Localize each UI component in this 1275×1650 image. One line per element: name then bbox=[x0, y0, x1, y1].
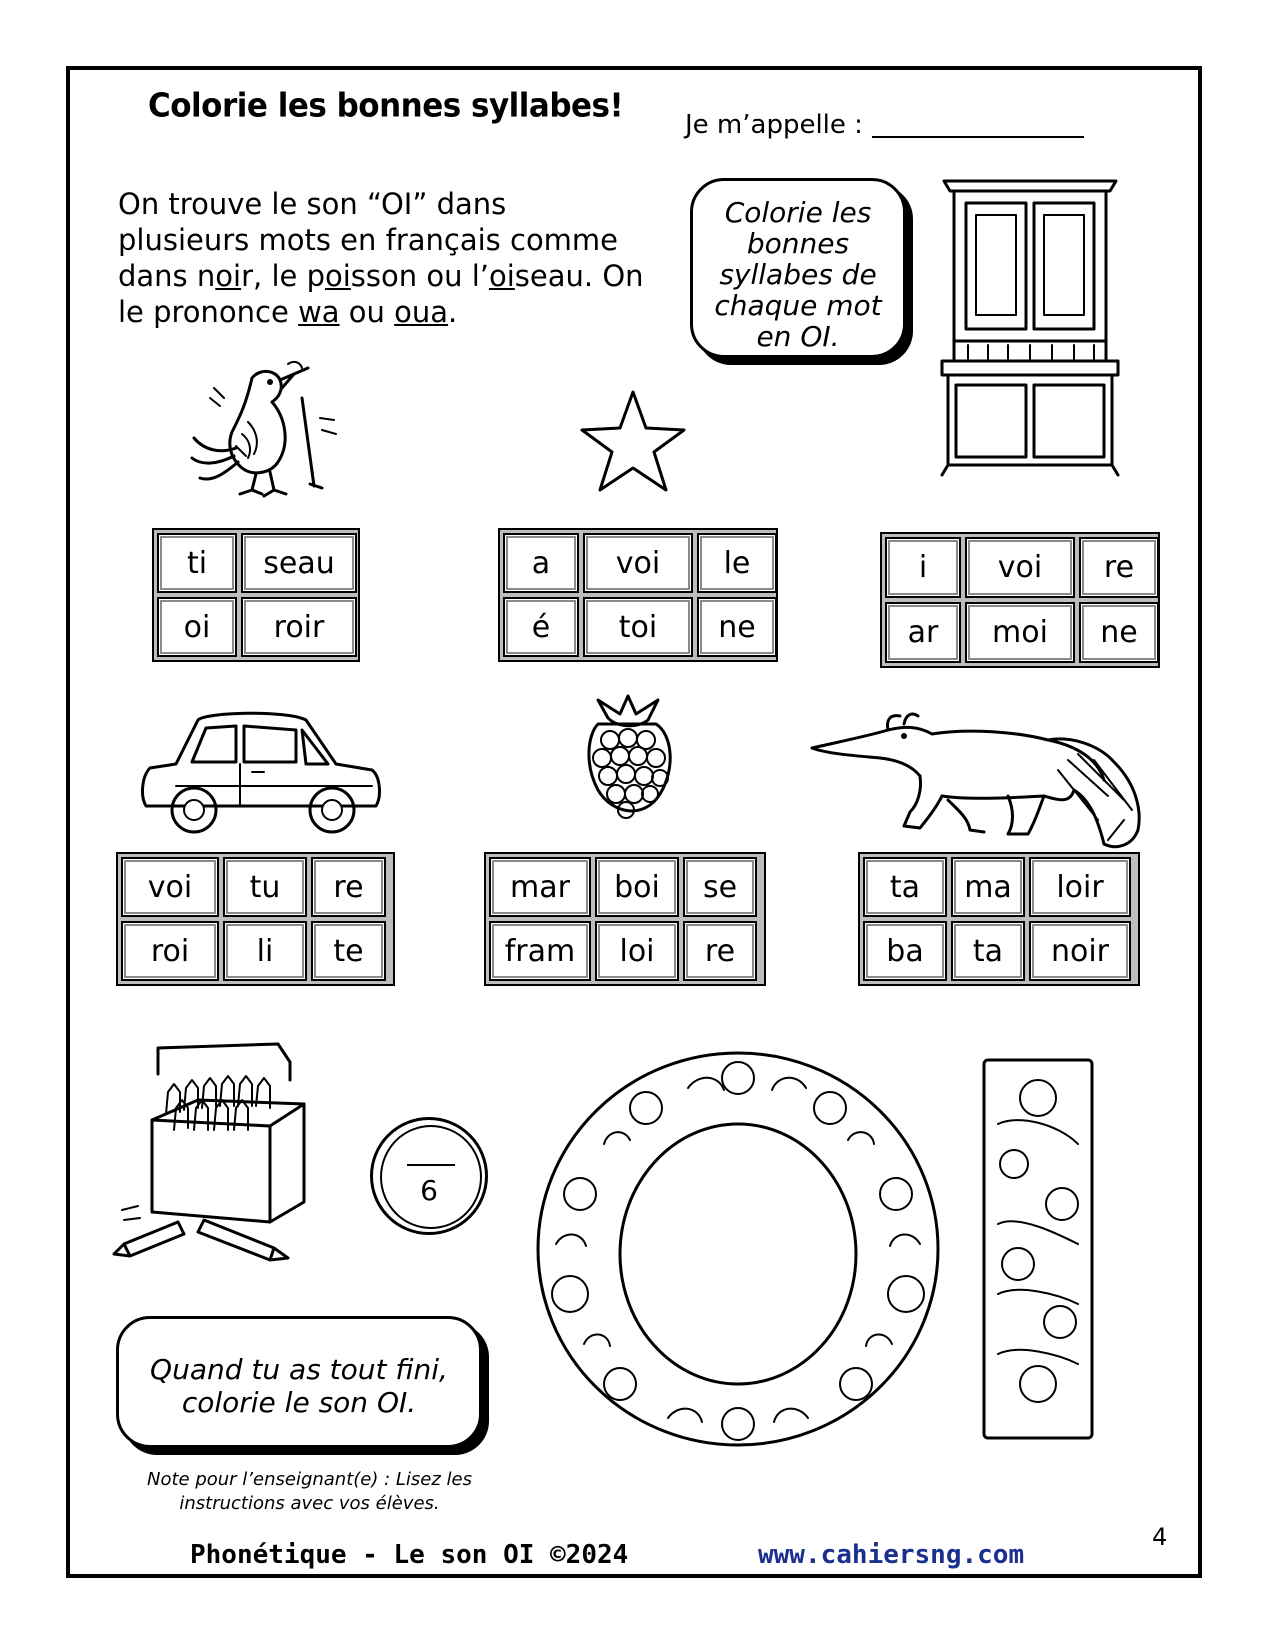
page-number: 4 bbox=[1152, 1523, 1168, 1551]
letter-i-icon bbox=[978, 1054, 1098, 1444]
syllable-cell[interactable]: loi bbox=[595, 921, 679, 981]
syllable-cell[interactable]: roi bbox=[121, 921, 219, 981]
syllable-cell[interactable]: boi bbox=[595, 857, 679, 917]
instruction-bubble: Colorie les bonnes syllabes de chaque mot en OI. bbox=[690, 178, 906, 358]
syllable-cell[interactable]: le bbox=[697, 533, 777, 593]
score-blank[interactable] bbox=[407, 1164, 455, 1166]
syllable-cell[interactable]: i bbox=[885, 537, 961, 598]
syllable-cell[interactable]: ne bbox=[1079, 602, 1159, 663]
syllable-cell[interactable]: ba bbox=[863, 921, 947, 981]
car-icon bbox=[136, 706, 386, 836]
intro-line-4: le prononce wa ou oua. bbox=[118, 295, 458, 329]
syllable-cell[interactable]: roir bbox=[241, 597, 357, 657]
cupboard-icon bbox=[938, 175, 1123, 480]
score-denominator: 6 bbox=[420, 1174, 438, 1207]
syllable-cell[interactable]: seau bbox=[241, 533, 357, 593]
syllable-cell[interactable]: noir bbox=[1029, 921, 1131, 981]
syllable-cell[interactable]: li bbox=[223, 921, 307, 981]
syllable-grid-oiseau bbox=[152, 528, 360, 662]
syllable-cell[interactable]: re bbox=[1079, 537, 1159, 598]
syllable-grid-etoile bbox=[498, 528, 778, 662]
syllable-cell[interactable]: ne bbox=[697, 597, 777, 657]
score-circle bbox=[370, 1117, 488, 1235]
intro-line-1: On trouve le son “OI” dans bbox=[118, 187, 507, 221]
star-icon bbox=[578, 388, 688, 498]
anteater-icon bbox=[808, 700, 1158, 860]
syllable-cell[interactable]: oi bbox=[157, 597, 237, 657]
syllable-cell[interactable]: loir bbox=[1029, 857, 1131, 917]
final-instruction-bubble: Quand tu as tout fini, colorie le son OI. bbox=[116, 1316, 482, 1448]
crayons-icon bbox=[118, 1034, 308, 1274]
syllable-cell[interactable]: re bbox=[311, 857, 386, 917]
footer-website-link[interactable]: www.cahiersng.com bbox=[758, 1540, 1025, 1570]
syllable-cell[interactable]: ta bbox=[863, 857, 947, 917]
syllable-cell[interactable]: toi bbox=[583, 597, 693, 657]
syllable-cell[interactable]: tu bbox=[223, 857, 307, 917]
syllable-cell[interactable]: te bbox=[311, 921, 386, 981]
syllable-cell[interactable]: ma bbox=[951, 857, 1025, 917]
syllable-cell[interactable]: voi bbox=[583, 533, 693, 593]
syllable-grid-armoire bbox=[880, 532, 1160, 668]
intro-text bbox=[118, 186, 678, 330]
teacher-note: Note pour l’enseignant(e) : Lisez les instructions avec vos élèves. bbox=[146, 1469, 473, 1514]
syllable-cell[interactable]: moi bbox=[965, 602, 1075, 663]
letter-o-icon bbox=[528, 1044, 948, 1454]
syllable-cell[interactable]: ar bbox=[885, 602, 961, 663]
syllable-cell[interactable]: ti bbox=[157, 533, 237, 593]
intro-line-3: dans noir, le poisson ou l’oiseau. On bbox=[118, 259, 644, 293]
page-title: Colorie les bonnes syllabes! bbox=[148, 87, 624, 125]
intro-line-2: plusieurs mots en français comme bbox=[118, 223, 619, 257]
footer-title: Phonétique - Le son OI ©2024 bbox=[190, 1540, 629, 1570]
syllable-grid-voiture bbox=[116, 852, 395, 986]
syllable-cell[interactable]: a bbox=[503, 533, 579, 593]
syllable-cell[interactable]: voi bbox=[965, 537, 1075, 598]
name-label: Je m’appelle : bbox=[685, 110, 863, 140]
syllable-cell[interactable]: é bbox=[503, 597, 579, 657]
syllable-cell[interactable]: mar bbox=[489, 857, 591, 917]
raspberry-icon bbox=[568, 694, 688, 824]
syllable-cell[interactable]: ta bbox=[951, 921, 1025, 981]
name-field[interactable] bbox=[872, 136, 1084, 138]
syllable-cell[interactable]: fram bbox=[489, 921, 591, 981]
syllable-cell[interactable]: se bbox=[683, 857, 757, 917]
syllable-cell[interactable]: voi bbox=[121, 857, 219, 917]
syllable-grid-tamanoir bbox=[858, 852, 1140, 986]
bird-icon bbox=[190, 358, 340, 508]
syllable-cell[interactable]: re bbox=[683, 921, 757, 981]
syllable-grid-framboise bbox=[484, 852, 766, 986]
